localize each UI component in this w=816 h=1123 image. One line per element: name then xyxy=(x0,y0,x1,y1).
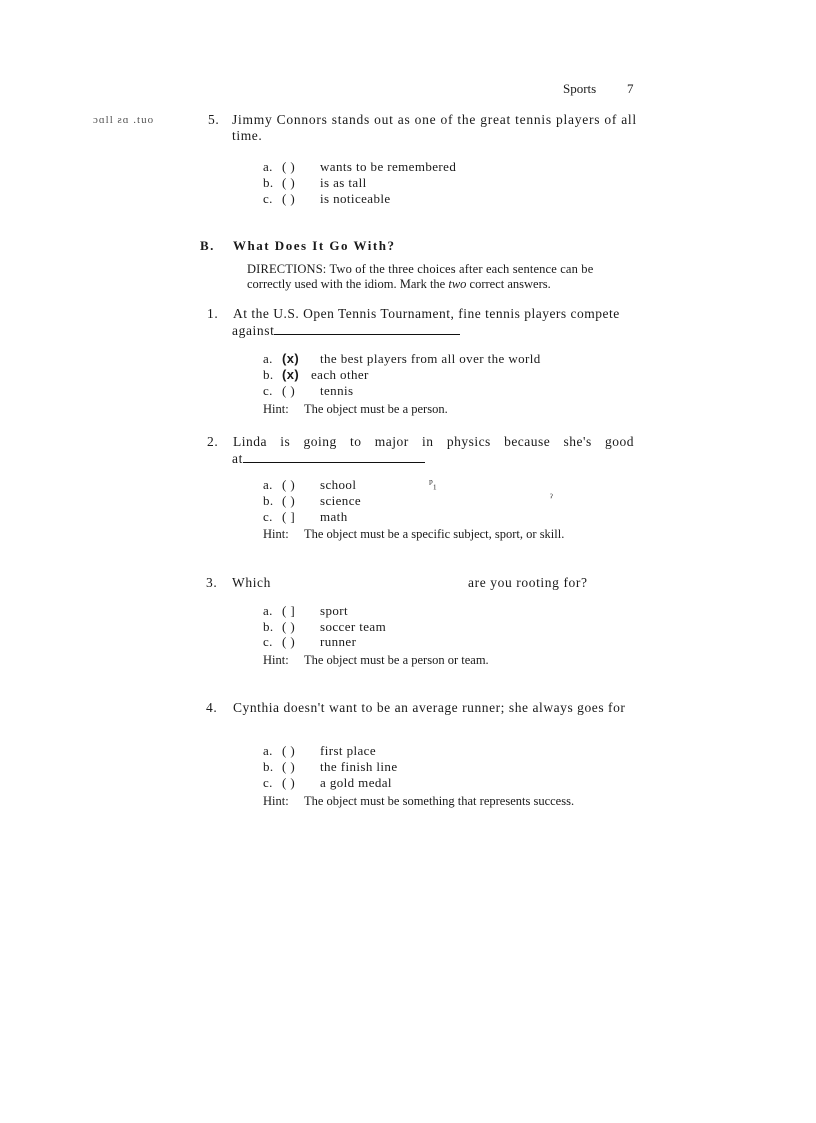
hint-text: The object must be a person. xyxy=(304,402,448,416)
question-b3-hint xyxy=(263,653,489,668)
option-text: runner xyxy=(320,634,357,649)
option-letter: a. xyxy=(263,351,273,366)
question-b4-hint xyxy=(263,794,574,809)
answer-checkbox[interactable]: ( ] xyxy=(282,509,296,524)
option-text: wants to be remembered xyxy=(320,159,457,174)
option-text: school xyxy=(320,477,357,492)
question-5-option-c xyxy=(263,191,391,207)
option-text: first place xyxy=(320,743,377,758)
answer-checkbox[interactable]: ( ) xyxy=(282,743,296,758)
option-letter: b. xyxy=(263,175,274,190)
sentence-text: at xyxy=(232,451,243,466)
option-letter: c. xyxy=(263,634,273,649)
option-text: the finish line xyxy=(320,759,398,774)
sentence-word: Linda xyxy=(233,434,267,449)
question-b2-number: 2. xyxy=(207,434,219,449)
answer-checkbox-checked[interactable]: (x) xyxy=(282,367,300,382)
sentence-word: good xyxy=(604,434,634,449)
answer-checkbox[interactable]: ( ) xyxy=(282,775,296,790)
question-5-option-b xyxy=(263,175,367,191)
question-b4-line-1: Cynthia doesn't want to be an average runner; she always goes for xyxy=(233,700,626,715)
directions-line-2 xyxy=(247,276,551,292)
page-number: 7 xyxy=(627,81,634,96)
sentence-word: to xyxy=(350,434,362,449)
option-letter: a. xyxy=(263,159,273,174)
sentence-word: major xyxy=(374,434,409,449)
question-5-line-2: time. xyxy=(232,128,263,143)
question-b2-option-a xyxy=(263,477,356,493)
answer-blank xyxy=(274,322,460,335)
question-b2-line-1 xyxy=(233,434,634,450)
option-letter: a. xyxy=(263,603,273,618)
hint-label: Hint: xyxy=(263,653,289,667)
question-b4-option-c xyxy=(263,775,392,791)
margin-show-through-text: ɔɑll ƨɑ .tuo xyxy=(93,114,155,126)
option-letter: a. xyxy=(263,477,273,492)
stray-mark: ᵖ₁ xyxy=(429,476,437,490)
question-b1-line-2 xyxy=(232,322,460,339)
option-text: sport xyxy=(320,603,348,618)
option-text: each other xyxy=(311,367,369,382)
answer-blank xyxy=(243,450,425,463)
answer-checkbox[interactable]: ( ) xyxy=(282,175,296,190)
answer-checkbox[interactable]: ( ) xyxy=(282,634,296,649)
sentence-text: against xyxy=(232,323,275,338)
option-letter: c. xyxy=(263,509,273,524)
running-header-section: Sports xyxy=(563,81,597,96)
question-b2-line-2 xyxy=(232,450,425,467)
question-b3-rest: are you rooting for? xyxy=(468,575,588,590)
option-letter: b. xyxy=(263,493,274,508)
question-b1-number: 1. xyxy=(207,306,219,321)
option-text: is as tall xyxy=(320,175,367,190)
option-text: science xyxy=(320,493,362,508)
answer-checkbox[interactable]: ( ) xyxy=(282,619,296,634)
sentence-word: she's xyxy=(563,434,592,449)
question-b3-option-a xyxy=(263,603,348,619)
question-5-option-a xyxy=(263,159,456,175)
answer-checkbox[interactable]: ( ) xyxy=(282,759,296,774)
sentence-word: going xyxy=(303,434,337,449)
option-letter: c. xyxy=(263,383,273,398)
option-text: a gold medal xyxy=(320,775,392,790)
option-letter: c. xyxy=(263,191,273,206)
question-b1-option-c xyxy=(263,383,353,399)
option-letter: b. xyxy=(263,619,274,634)
question-b1-hint xyxy=(263,402,448,417)
question-b4-option-b xyxy=(263,759,398,775)
option-letter: a. xyxy=(263,743,273,758)
option-text: the best players from all over the world xyxy=(320,351,541,366)
answer-checkbox[interactable]: ( ) xyxy=(282,493,296,508)
answer-checkbox[interactable]: ( ) xyxy=(282,477,296,492)
question-b3-option-c xyxy=(263,634,356,650)
option-letter: b. xyxy=(263,759,274,774)
section-b-letter: B. xyxy=(200,238,215,253)
directions-emphasis: two xyxy=(448,277,467,291)
answer-checkbox[interactable]: ( ] xyxy=(282,603,296,618)
question-b1-option-b xyxy=(263,367,369,383)
stray-mark: ˀ xyxy=(550,492,553,504)
option-letter: c. xyxy=(263,775,273,790)
answer-checkbox[interactable]: ( ) xyxy=(282,159,296,174)
sentence-word: in xyxy=(422,434,434,449)
option-text: soccer team xyxy=(320,619,387,634)
answer-checkbox[interactable]: ( ) xyxy=(282,383,296,398)
directions-text: correctly used with the idiom. Mark the xyxy=(247,277,449,291)
answer-checkbox-checked[interactable]: (x) xyxy=(282,351,300,366)
option-text: math xyxy=(320,509,348,524)
question-b4-option-a xyxy=(263,743,376,759)
answer-checkbox[interactable]: ( ) xyxy=(282,191,296,206)
question-b3-word: Which xyxy=(232,575,271,590)
option-text: is noticeable xyxy=(320,191,391,206)
hint-label: Hint: xyxy=(263,402,289,416)
directions-text: correct answers. xyxy=(466,277,551,291)
directions-line-1: DIRECTIONS: Two of the three choices after each sentence can be xyxy=(247,262,594,276)
hint-label: Hint: xyxy=(263,794,289,808)
question-b3-number: 3. xyxy=(206,575,218,590)
sentence-word: physics xyxy=(446,434,491,449)
option-letter: b. xyxy=(263,367,274,382)
sentence-word: is xyxy=(280,434,291,449)
question-5-line-1: Jimmy Connors stands out as one of the great tennis players of all xyxy=(232,112,637,127)
question-5-number: 5. xyxy=(208,112,220,127)
question-b2-option-b xyxy=(263,493,361,509)
hint-text: The object must be a person or team. xyxy=(304,653,489,667)
option-text: tennis xyxy=(320,383,354,398)
sentence-word: because xyxy=(504,434,551,449)
hint-text: The object must be something that represents success. xyxy=(304,794,575,808)
question-b1-option-a xyxy=(263,351,541,367)
question-b4-number: 4. xyxy=(206,700,218,715)
question-b3-option-b xyxy=(263,619,386,635)
question-b1-line-1: At the U.S. Open Tennis Tournament, fine tennis players compete xyxy=(233,306,620,321)
hint-text: The object must be a specific subject, sport, or skill. xyxy=(304,527,565,541)
question-b2-hint xyxy=(263,527,564,542)
section-b-title: What Does It Go With? xyxy=(233,238,396,253)
question-b2-option-c xyxy=(263,509,348,525)
hint-label: Hint: xyxy=(263,527,289,541)
